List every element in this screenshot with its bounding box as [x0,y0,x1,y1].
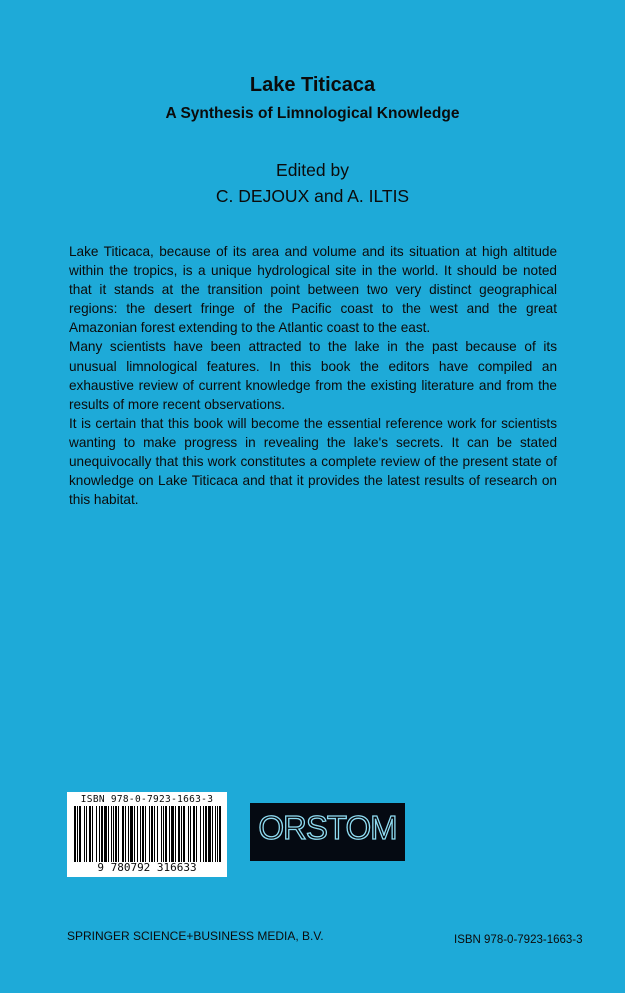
barcode-bar [205,806,207,862]
barcode-isbn-label: ISBN 978-0-7923-1663-3 [80,794,214,805]
barcode-bar [190,806,191,862]
barcode-bar [113,806,114,862]
barcode-bar [99,806,100,862]
barcode-bar [84,806,85,862]
barcode-bar [157,806,158,862]
barcode-bar [175,806,176,862]
barcode-bars-icon [72,806,222,862]
barcode-bar [217,806,218,862]
barcode-bar [215,806,216,862]
barcode-bar [171,806,174,862]
barcode-bar [154,806,155,862]
description-paragraph: Lake Titicaca, because of its area and volume and its situation at high altitude within the tropics, is a unique hydrological site in the world. It should be noted that it stands at the transition point between two very distinct geographical regions: the desert fringe of the Pacific coast to the west and the great Amazonian forest extending to the Atlantic coast to the east. [69,244,557,336]
description-paragraph: It is certain that this book will become the essential reference work for scientists wanting to make progress in revealing the lake's secrets. It can be stated unequivocally that this work constitutes a complete review of the present state of knowledge on Lake Titicaca and that it provides the latest results of research on this habitat. [69,415,557,508]
barcode-bar [149,806,150,862]
barcode-bar [165,806,167,862]
barcode-bar [79,806,81,862]
barcode-bar [96,806,97,862]
barcode-bar [145,806,146,862]
barcode [67,792,227,877]
barcode-bar [137,806,138,862]
book-subtitle: A Synthesis of Limnological Knowledge [165,105,460,122]
barcode-bar [101,806,103,862]
barcode-bar [111,806,112,862]
barcode-bar [140,806,141,862]
barcode-bar [74,806,76,862]
barcode-bar [122,806,124,862]
barcode-bar [92,806,93,862]
footer-isbn: ISBN 978-0-7923-1663-3 [454,934,583,946]
barcode-bar [125,806,126,862]
barcode-bar [183,806,185,862]
barcode-bar [169,806,170,862]
barcode-bar [212,806,213,862]
barcode-bar [178,806,180,862]
barcode-bar [181,806,182,862]
orstom-logo [250,803,405,861]
barcode-bar [161,806,162,862]
barcode-bar [77,806,78,862]
barcode-bar [163,806,164,862]
barcode-bar [128,806,129,862]
barcode-bar [208,806,211,862]
barcode-bar [89,806,91,862]
barcode-bar [219,806,221,862]
barcode-bar [188,806,189,862]
barcode-bar [134,806,135,862]
barcode-bar [151,806,153,862]
barcode-bar [104,806,107,862]
book-title: Lake Titicaca [249,74,376,96]
barcode-bar [130,806,133,862]
barcode-bar [203,806,204,862]
barcode-bar [193,806,195,862]
publisher-name: SPRINGER SCIENCE+BUSINESS MEDIA, B.V. [67,929,324,943]
orstom-logo-text: ORSTOM [258,809,397,846]
description-paragraph: Many scientists have been attracted to the lake in the past because of its unusual limnological features. In this book the editors have compiled an exhaustive review of current knowledge from the existing literature and from the results of more recent observations. [69,339,557,412]
barcode-bar [108,806,109,862]
barcode-bar [115,806,117,862]
barcode-number: 9 780792 316633 [97,861,197,874]
barcode-bar [200,806,201,862]
editors-names: C. DEJOUX and A. ILTIS [215,186,410,206]
edited-by-label: Edited by [276,160,349,180]
description [69,242,557,509]
barcode-bar [142,806,144,862]
barcode-bar [86,806,87,862]
barcode-bar [196,806,197,862]
barcode-bar [118,806,119,862]
